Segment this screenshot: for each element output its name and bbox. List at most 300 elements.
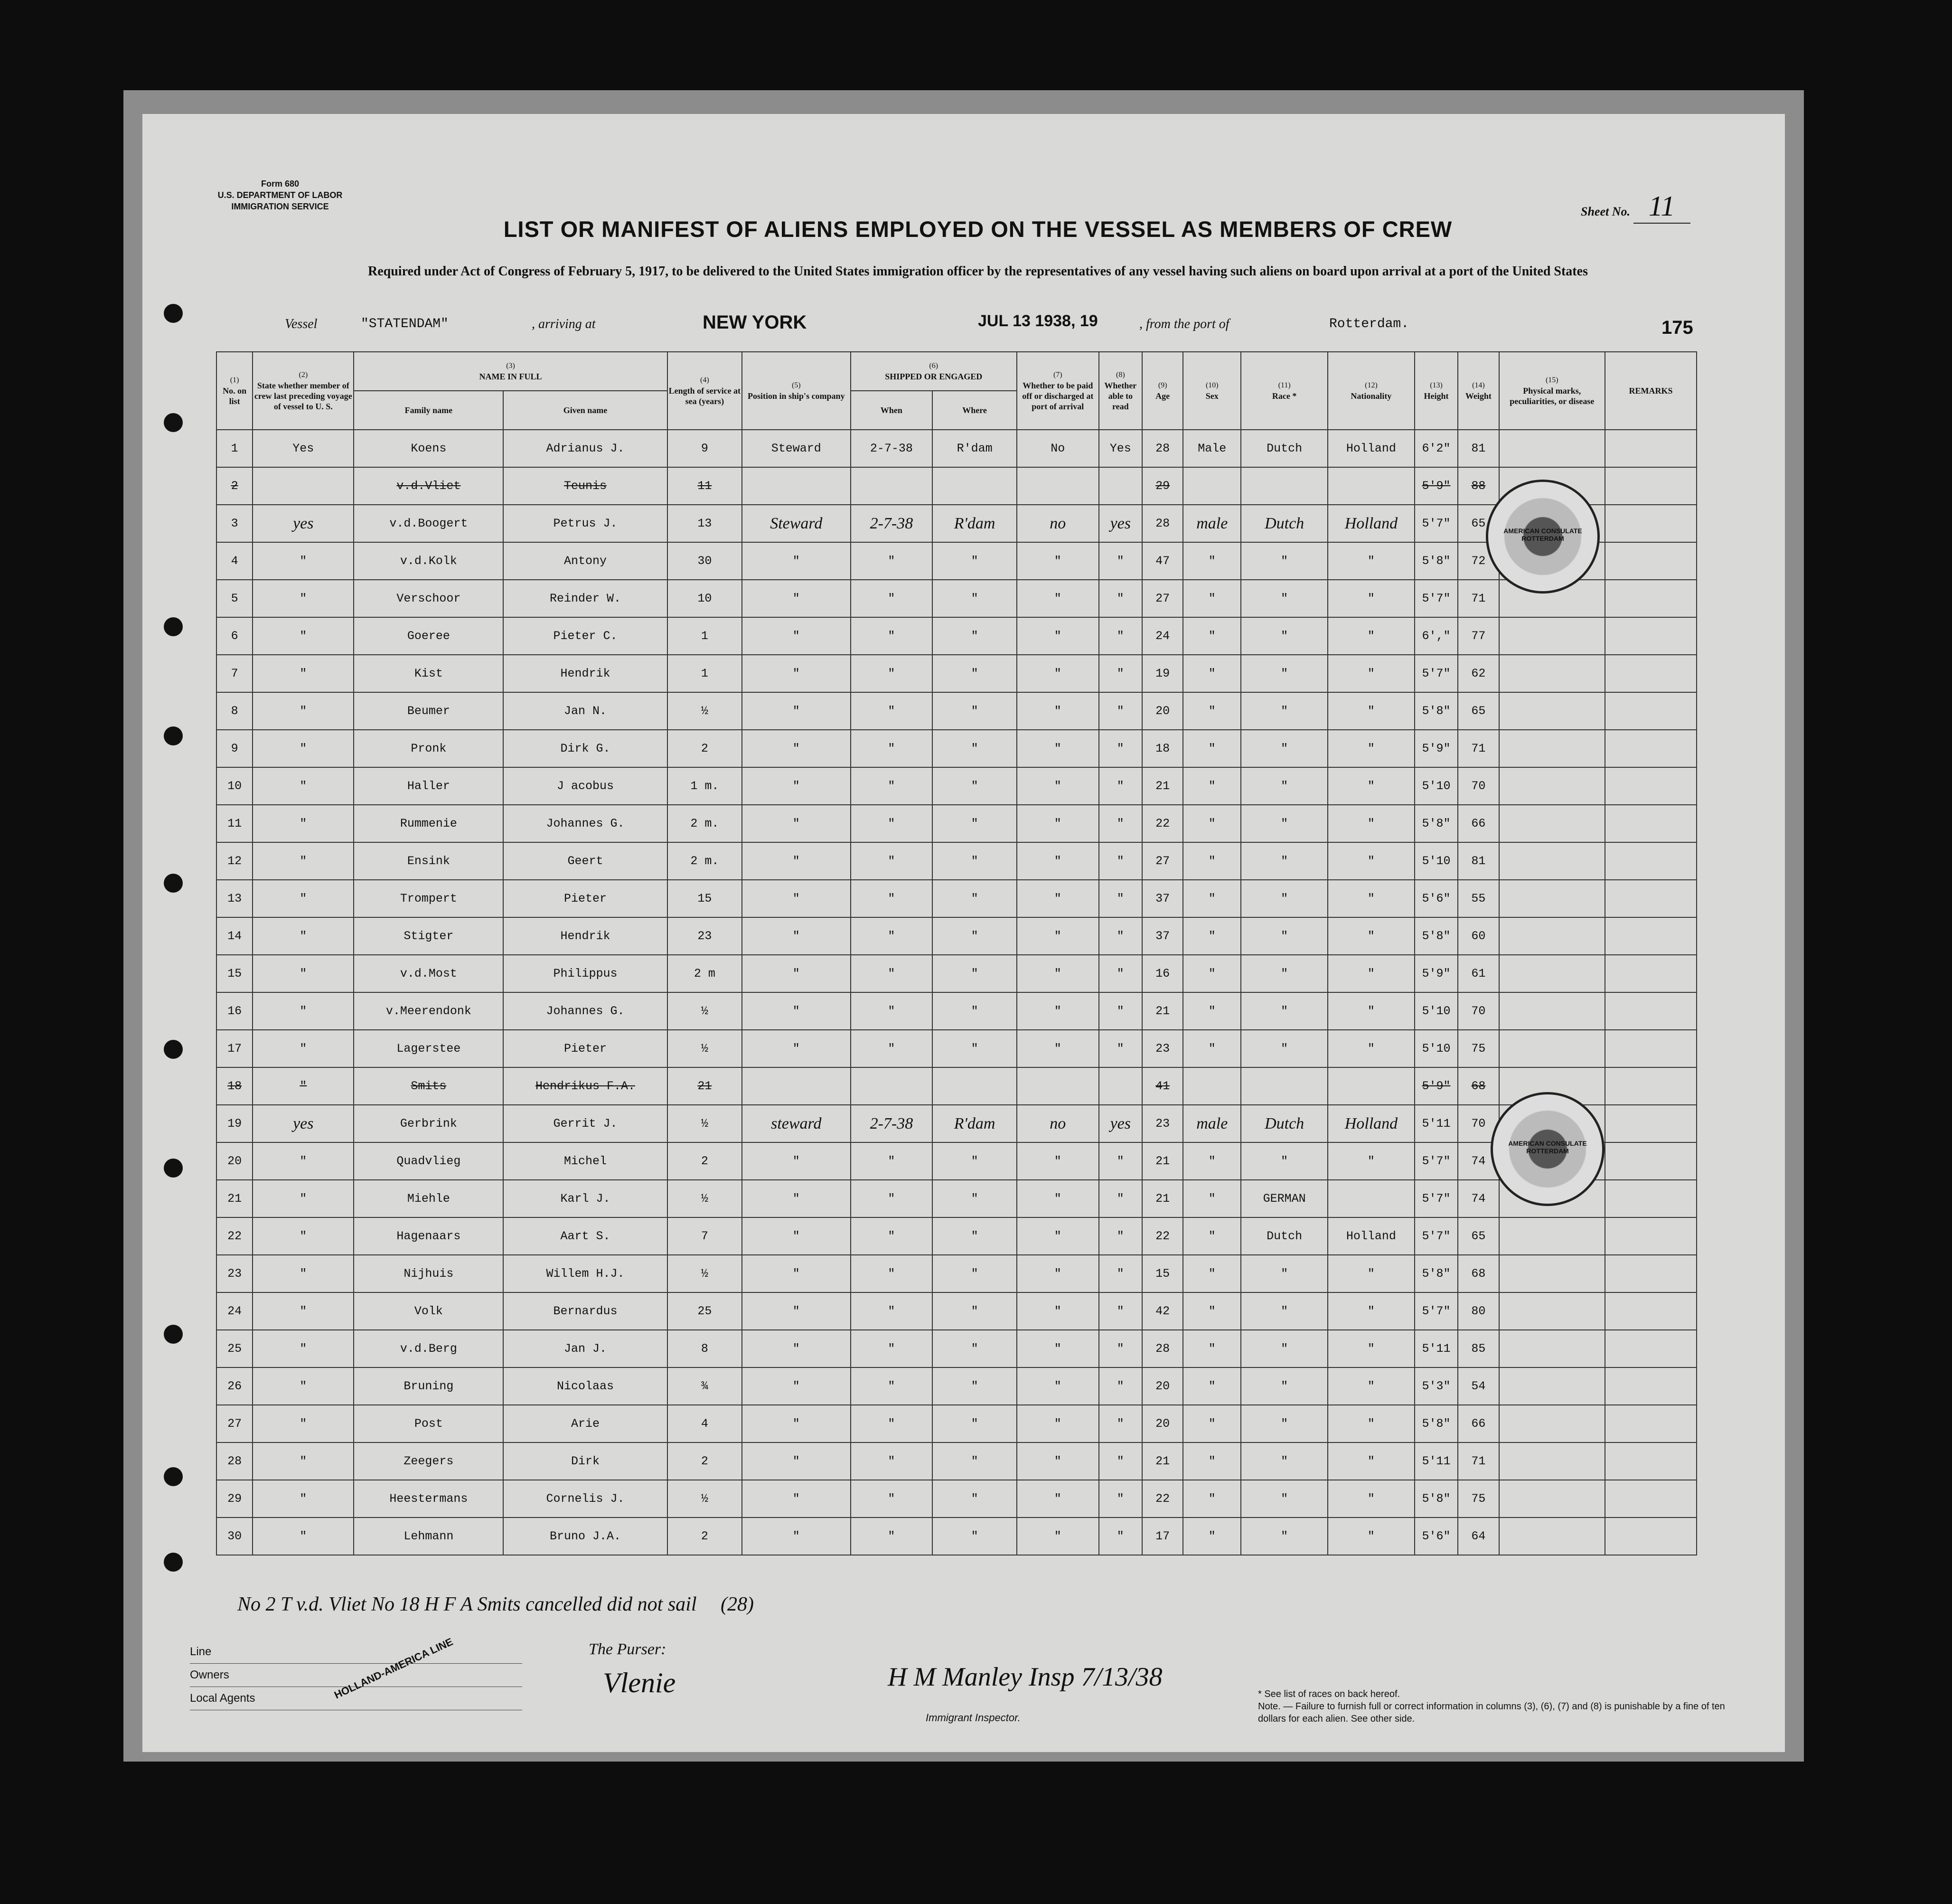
cell-paid-off: " <box>1017 805 1099 842</box>
cell-prev-voyage: " <box>253 1480 354 1518</box>
cell-weight: 65 <box>1458 505 1499 542</box>
cell-sex: " <box>1183 1405 1241 1442</box>
cell-family-name: Ensink <box>354 842 503 880</box>
table-row <box>216 1292 1697 1330</box>
cell-age: 42 <box>1142 1292 1183 1330</box>
cell-race: " <box>1241 1142 1328 1180</box>
cell-service: ½ <box>667 1030 742 1067</box>
cell-read: " <box>1099 767 1142 805</box>
cell-when <box>851 467 933 505</box>
cell-height: 5'8" <box>1415 1480 1458 1518</box>
cell-paid-off: " <box>1017 1518 1099 1555</box>
cell-no: 25 <box>216 1330 253 1367</box>
cell-paid-off: " <box>1017 1255 1099 1292</box>
cell-height: 5'7" <box>1415 505 1458 542</box>
table-row <box>216 505 1697 542</box>
header-age: (9) Age <box>1142 352 1183 430</box>
cell-read: Yes <box>1099 430 1142 467</box>
cell-age: 21 <box>1142 1442 1183 1480</box>
cell-height: 5'3" <box>1415 1367 1458 1405</box>
cell-weight: 71 <box>1458 730 1499 767</box>
cell-given-name: Antony <box>503 542 667 580</box>
cell-when: " <box>851 767 933 805</box>
cell-nationality: " <box>1328 917 1415 955</box>
cell-read: " <box>1099 655 1142 692</box>
cell-sex <box>1183 1067 1241 1105</box>
cell-given-name: Cornelis J. <box>503 1480 667 1518</box>
cell-weight: 81 <box>1458 430 1499 467</box>
cell-height: 5'9" <box>1415 467 1458 505</box>
cell-no: 12 <box>216 842 253 880</box>
cell-prev-voyage: " <box>253 917 354 955</box>
cell-weight: 55 <box>1458 880 1499 917</box>
binder-hole <box>164 1159 183 1178</box>
cell-given-name: Hendrik <box>503 655 667 692</box>
cell-position: " <box>742 655 851 692</box>
cell-given-name: Philippus <box>503 955 667 992</box>
cell-nationality: " <box>1328 1255 1415 1292</box>
cell-marks <box>1499 805 1605 842</box>
cell-marks <box>1499 1330 1605 1367</box>
cell-given-name: Pieter <box>503 1030 667 1067</box>
cell-paid-off: " <box>1017 1292 1099 1330</box>
crew-table <box>216 351 1697 1555</box>
cell-weight: 75 <box>1458 1030 1499 1067</box>
cell-sex: " <box>1183 917 1241 955</box>
cell-height: 5'8" <box>1415 542 1458 580</box>
cell-position: " <box>742 992 851 1030</box>
cell-nationality: " <box>1328 1405 1415 1442</box>
cell-weight: 68 <box>1458 1067 1499 1105</box>
cell-paid-off: " <box>1017 842 1099 880</box>
cell-weight: 61 <box>1458 955 1499 992</box>
cell-race: " <box>1241 1030 1328 1067</box>
cell-age: 18 <box>1142 730 1183 767</box>
cell-height: 5'11 <box>1415 1105 1458 1142</box>
cell-prev-voyage: " <box>253 880 354 917</box>
cell-service: 25 <box>667 1292 742 1330</box>
cell-marks <box>1499 692 1605 730</box>
table-row <box>216 767 1697 805</box>
cell-weight: 81 <box>1458 842 1499 880</box>
cell-no: 30 <box>216 1518 253 1555</box>
consulate-seal <box>1486 480 1600 594</box>
cell-nationality: " <box>1328 1330 1415 1367</box>
header-paid-off: (7) Whether to be paid off or discharged at port of arrival <box>1017 352 1099 430</box>
cell-paid-off: " <box>1017 617 1099 655</box>
cell-height: 5'11 <box>1415 1442 1458 1480</box>
cell-read: " <box>1099 730 1142 767</box>
cell-given-name: Aart S. <box>503 1217 667 1255</box>
cell-service: 10 <box>667 580 742 617</box>
cell-prev-voyage: Yes <box>253 430 354 467</box>
binder-hole <box>164 874 183 893</box>
cell-position: " <box>742 692 851 730</box>
cell-position <box>742 467 851 505</box>
cell-read: " <box>1099 1180 1142 1217</box>
cell-race: Dutch <box>1241 1105 1328 1142</box>
cell-given-name: Dirk <box>503 1442 667 1480</box>
crew-rows <box>216 430 1697 1555</box>
cell-family-name: Beumer <box>354 692 503 730</box>
header-given-name: Given name <box>503 391 667 430</box>
cell-height: 5'9" <box>1415 955 1458 992</box>
cell-no: 8 <box>216 692 253 730</box>
vessel-label: Vessel <box>285 317 318 331</box>
cell-read: " <box>1099 542 1142 580</box>
cell-nationality: " <box>1328 617 1415 655</box>
cell-sex: " <box>1183 580 1241 617</box>
cell-no: 20 <box>216 1142 253 1180</box>
cell-height: 5'10 <box>1415 1030 1458 1067</box>
cell-when: " <box>851 1292 933 1330</box>
cell-given-name: Karl J. <box>503 1180 667 1217</box>
cell-sex: male <box>1183 1105 1241 1142</box>
table-row <box>216 1442 1697 1480</box>
cell-service: ½ <box>667 992 742 1030</box>
cell-service: ½ <box>667 692 742 730</box>
cell-prev-voyage: " <box>253 1367 354 1405</box>
cell-race: " <box>1241 1405 1328 1442</box>
cell-height: 5'9" <box>1415 730 1458 767</box>
cell-prev-voyage: " <box>253 542 354 580</box>
cell-sex: " <box>1183 805 1241 842</box>
department-name: U.S. DEPARTMENT OF LABOR <box>217 190 343 200</box>
cell-when: " <box>851 692 933 730</box>
cell-age: 22 <box>1142 805 1183 842</box>
cell-nationality <box>1328 1180 1415 1217</box>
cell-where: " <box>932 992 1017 1030</box>
cell-race: " <box>1241 992 1328 1030</box>
header-position: (5) Position in ship's company <box>742 352 851 430</box>
cell-read: " <box>1099 580 1142 617</box>
cancellation-text: No 2 T v.d. Vliet No 18 H F A Smits cancelled did not sail <box>237 1593 697 1615</box>
cell-read: " <box>1099 1292 1142 1330</box>
cell-prev-voyage: " <box>253 992 354 1030</box>
cell-sex: " <box>1183 1030 1241 1067</box>
cell-no: 29 <box>216 1480 253 1518</box>
cell-no: 7 <box>216 655 253 692</box>
cell-given-name: Geert <box>503 842 667 880</box>
cell-paid-off: " <box>1017 917 1099 955</box>
cell-position: " <box>742 1142 851 1180</box>
cell-where <box>932 467 1017 505</box>
table-row <box>216 1142 1697 1180</box>
cell-remarks <box>1605 880 1697 917</box>
cell-position: " <box>742 1330 851 1367</box>
cell-family-name: Lagerstee <box>354 1030 503 1067</box>
cell-nationality: " <box>1328 1518 1415 1555</box>
cell-paid-off: " <box>1017 655 1099 692</box>
company-stamp: HOLLAND-AMERICA LINE <box>332 1635 455 1701</box>
cell-weight: 60 <box>1458 917 1499 955</box>
cell-read: " <box>1099 842 1142 880</box>
cell-age: 22 <box>1142 1217 1183 1255</box>
consulate-seal <box>1491 1092 1605 1206</box>
cell-weight: 54 <box>1458 1367 1499 1405</box>
cell-family-name: v.d.Berg <box>354 1330 503 1367</box>
cell-nationality: Holland <box>1328 430 1415 467</box>
cell-paid-off: no <box>1017 1105 1099 1142</box>
cell-remarks <box>1605 692 1697 730</box>
cell-remarks <box>1605 1030 1697 1067</box>
cell-sex: " <box>1183 1255 1241 1292</box>
cell-service: ¾ <box>667 1367 742 1405</box>
cell-when: " <box>851 1142 933 1180</box>
vessel-line <box>285 311 1733 339</box>
cell-race: " <box>1241 1292 1328 1330</box>
cell-race: " <box>1241 805 1328 842</box>
cell-where: " <box>932 767 1017 805</box>
cell-no: 19 <box>216 1105 253 1142</box>
cell-read: " <box>1099 1217 1142 1255</box>
table-row <box>216 692 1697 730</box>
cell-when: 2-7-38 <box>851 1105 933 1142</box>
cell-age: 41 <box>1142 1067 1183 1105</box>
header-shipped: (6) SHIPPED OR ENGAGED <box>851 352 1017 391</box>
cell-weight: 88 <box>1458 467 1499 505</box>
cell-race: " <box>1241 1255 1328 1292</box>
cell-age: 28 <box>1142 505 1183 542</box>
cell-service: 21 <box>667 1067 742 1105</box>
cell-nationality: Holland <box>1328 1217 1415 1255</box>
header-race: (11) Race * <box>1241 352 1328 430</box>
cell-where: " <box>932 917 1017 955</box>
cell-service: 7 <box>667 1217 742 1255</box>
cell-service: 4 <box>667 1405 742 1442</box>
cell-position: " <box>742 1367 851 1405</box>
cell-given-name: Nicolaas <box>503 1367 667 1405</box>
cell-given-name: Teunis <box>503 467 667 505</box>
cell-no: 4 <box>216 542 253 580</box>
cell-paid-off: " <box>1017 1367 1099 1405</box>
cell-position: " <box>742 1292 851 1330</box>
cell-weight: 70 <box>1458 767 1499 805</box>
cell-family-name: Smits <box>354 1067 503 1105</box>
cell-weight: 80 <box>1458 1292 1499 1330</box>
cell-given-name: Petrus J. <box>503 505 667 542</box>
cell-sex: " <box>1183 730 1241 767</box>
cell-given-name: Dirk G. <box>503 730 667 767</box>
cell-nationality: " <box>1328 880 1415 917</box>
cell-when: " <box>851 1367 933 1405</box>
cell-height: 6'," <box>1415 617 1458 655</box>
cell-age: 21 <box>1142 767 1183 805</box>
cell-service: 2 <box>667 1442 742 1480</box>
cell-no: 21 <box>216 1180 253 1217</box>
cell-paid-off: " <box>1017 1330 1099 1367</box>
cell-race: " <box>1241 842 1328 880</box>
cell-paid-off: " <box>1017 1030 1099 1067</box>
cell-position: " <box>742 955 851 992</box>
cell-position: " <box>742 917 851 955</box>
cell-service: 11 <box>667 467 742 505</box>
cell-where: " <box>932 955 1017 992</box>
owners-label: Owners <box>190 1664 522 1687</box>
cell-prev-voyage: " <box>253 617 354 655</box>
cell-when: " <box>851 1330 933 1367</box>
cell-read: " <box>1099 1330 1142 1367</box>
table-row <box>216 430 1697 467</box>
cell-no: 6 <box>216 617 253 655</box>
binder-hole <box>164 304 183 323</box>
cell-weight: 65 <box>1458 692 1499 730</box>
cell-weight: 64 <box>1458 1518 1499 1555</box>
cell-where: " <box>932 692 1017 730</box>
cell-where: " <box>932 1217 1017 1255</box>
seal-text: AMERICAN CONSULATE ROTTERDAM <box>1508 1140 1587 1155</box>
cell-nationality: Holland <box>1328 1105 1415 1142</box>
cell-read: " <box>1099 805 1142 842</box>
cell-service: 13 <box>667 505 742 542</box>
cell-race: " <box>1241 1518 1328 1555</box>
arrival-port: NEW YORK <box>703 312 807 333</box>
cell-remarks <box>1605 767 1697 805</box>
cell-remarks <box>1605 505 1697 542</box>
cell-position <box>742 1067 851 1105</box>
cell-sex: " <box>1183 617 1241 655</box>
binder-hole <box>164 1325 183 1344</box>
footer-labels <box>190 1640 522 1710</box>
cell-family-name: Rummenie <box>354 805 503 842</box>
cell-height: 5'8" <box>1415 805 1458 842</box>
cell-family-name: Quadvlieg <box>354 1142 503 1180</box>
cell-sex: " <box>1183 842 1241 880</box>
cell-paid-off: no <box>1017 505 1099 542</box>
cell-when: " <box>851 1480 933 1518</box>
table-row <box>216 842 1697 880</box>
cell-height: 5'11 <box>1415 1330 1458 1367</box>
cell-when: " <box>851 1405 933 1442</box>
cell-nationality: " <box>1328 805 1415 842</box>
cell-prev-voyage: " <box>253 1518 354 1555</box>
cell-prev-voyage: " <box>253 1067 354 1105</box>
cell-no: 22 <box>216 1217 253 1255</box>
binder-hole <box>164 1553 183 1572</box>
cell-where: " <box>932 1142 1017 1180</box>
cell-prev-voyage: " <box>253 767 354 805</box>
seal-text: AMERICAN CONSULATE ROTTERDAM <box>1503 527 1582 542</box>
cell-sex: " <box>1183 1518 1241 1555</box>
cell-when: " <box>851 1180 933 1217</box>
cell-when: " <box>851 880 933 917</box>
arriving-label: , arriving at <box>532 317 596 331</box>
cell-race: " <box>1241 617 1328 655</box>
cell-age: 16 <box>1142 955 1183 992</box>
cell-marks <box>1499 1442 1605 1480</box>
cell-position: " <box>742 1405 851 1442</box>
arrival-date: JUL 13 1938, 19 <box>978 312 1098 330</box>
cell-family-name: Kist <box>354 655 503 692</box>
cell-prev-voyage: " <box>253 955 354 992</box>
cell-position: Steward <box>742 505 851 542</box>
cell-where: " <box>932 730 1017 767</box>
cell-nationality: " <box>1328 767 1415 805</box>
cell-no: 17 <box>216 1030 253 1067</box>
cell-no: 1 <box>216 430 253 467</box>
page-subtitle: Required under Act of Congress of February 5, 1917, to be delivered to the United States immigration officer by the representatives of any vessel having such aliens on board upon arrival at a port of the United States <box>368 264 1588 279</box>
cell-remarks <box>1605 542 1697 580</box>
cell-where: R'dam <box>932 430 1017 467</box>
table-row <box>216 1030 1697 1067</box>
cell-age: 17 <box>1142 1518 1183 1555</box>
cell-sex: " <box>1183 542 1241 580</box>
cell-sex: Male <box>1183 430 1241 467</box>
cell-nationality: " <box>1328 1480 1415 1518</box>
cell-nationality: " <box>1328 1292 1415 1330</box>
page-title: LIST OR MANIFEST OF ALIENS EMPLOYED ON THE VESSEL AS MEMBERS OF CREW <box>503 217 1453 242</box>
cell-sex: " <box>1183 767 1241 805</box>
cell-height: 5'8" <box>1415 1405 1458 1442</box>
cell-no: 3 <box>216 505 253 542</box>
cell-marks <box>1499 730 1605 767</box>
header-family-name: Family name <box>354 391 503 430</box>
cell-remarks <box>1605 1292 1697 1330</box>
cell-age: 20 <box>1142 1367 1183 1405</box>
cell-paid-off: " <box>1017 1480 1099 1518</box>
cell-marks <box>1499 767 1605 805</box>
cell-service: 1 <box>667 617 742 655</box>
cell-weight: 66 <box>1458 1405 1499 1442</box>
from-port-label: , from the port of <box>1139 317 1229 331</box>
cell-height: 5'7" <box>1415 1217 1458 1255</box>
cell-where: " <box>932 1367 1017 1405</box>
cell-height: 5'6" <box>1415 1518 1458 1555</box>
cell-paid-off: " <box>1017 1405 1099 1442</box>
cell-marks <box>1499 1292 1605 1330</box>
cell-height: 5'10 <box>1415 767 1458 805</box>
cell-position: " <box>742 730 851 767</box>
cell-read: " <box>1099 617 1142 655</box>
cell-when: " <box>851 955 933 992</box>
cell-weight: 68 <box>1458 1255 1499 1292</box>
cell-age: 27 <box>1142 580 1183 617</box>
cell-age: 23 <box>1142 1105 1183 1142</box>
cell-family-name: v.d.Kolk <box>354 542 503 580</box>
cell-remarks <box>1605 917 1697 955</box>
cell-race <box>1241 1067 1328 1105</box>
cell-where: " <box>932 880 1017 917</box>
cell-height: 5'7" <box>1415 655 1458 692</box>
cell-age: 28 <box>1142 430 1183 467</box>
cell-no: 13 <box>216 880 253 917</box>
cell-service: ½ <box>667 1180 742 1217</box>
cell-when: " <box>851 655 933 692</box>
cell-nationality: " <box>1328 955 1415 992</box>
cell-remarks <box>1605 955 1697 992</box>
cell-marks <box>1499 917 1605 955</box>
cell-sex: " <box>1183 1480 1241 1518</box>
local-agents-label: Local Agents <box>190 1687 522 1710</box>
cell-age: 21 <box>1142 1180 1183 1217</box>
cell-where: R'dam <box>932 505 1017 542</box>
cell-prev-voyage: " <box>253 1405 354 1442</box>
cell-height: 5'10 <box>1415 842 1458 880</box>
cell-service: 23 <box>667 917 742 955</box>
cell-remarks <box>1605 1255 1697 1292</box>
cell-paid-off: " <box>1017 542 1099 580</box>
cell-position: " <box>742 880 851 917</box>
cell-family-name: v.d.Most <box>354 955 503 992</box>
cell-where: " <box>932 1518 1017 1555</box>
cell-given-name: Bernardus <box>503 1292 667 1330</box>
cell-remarks <box>1605 1217 1697 1255</box>
cell-position: " <box>742 767 851 805</box>
table-row <box>216 955 1697 992</box>
cell-when: " <box>851 542 933 580</box>
cell-where: " <box>932 1330 1017 1367</box>
cell-family-name: Goeree <box>354 617 503 655</box>
